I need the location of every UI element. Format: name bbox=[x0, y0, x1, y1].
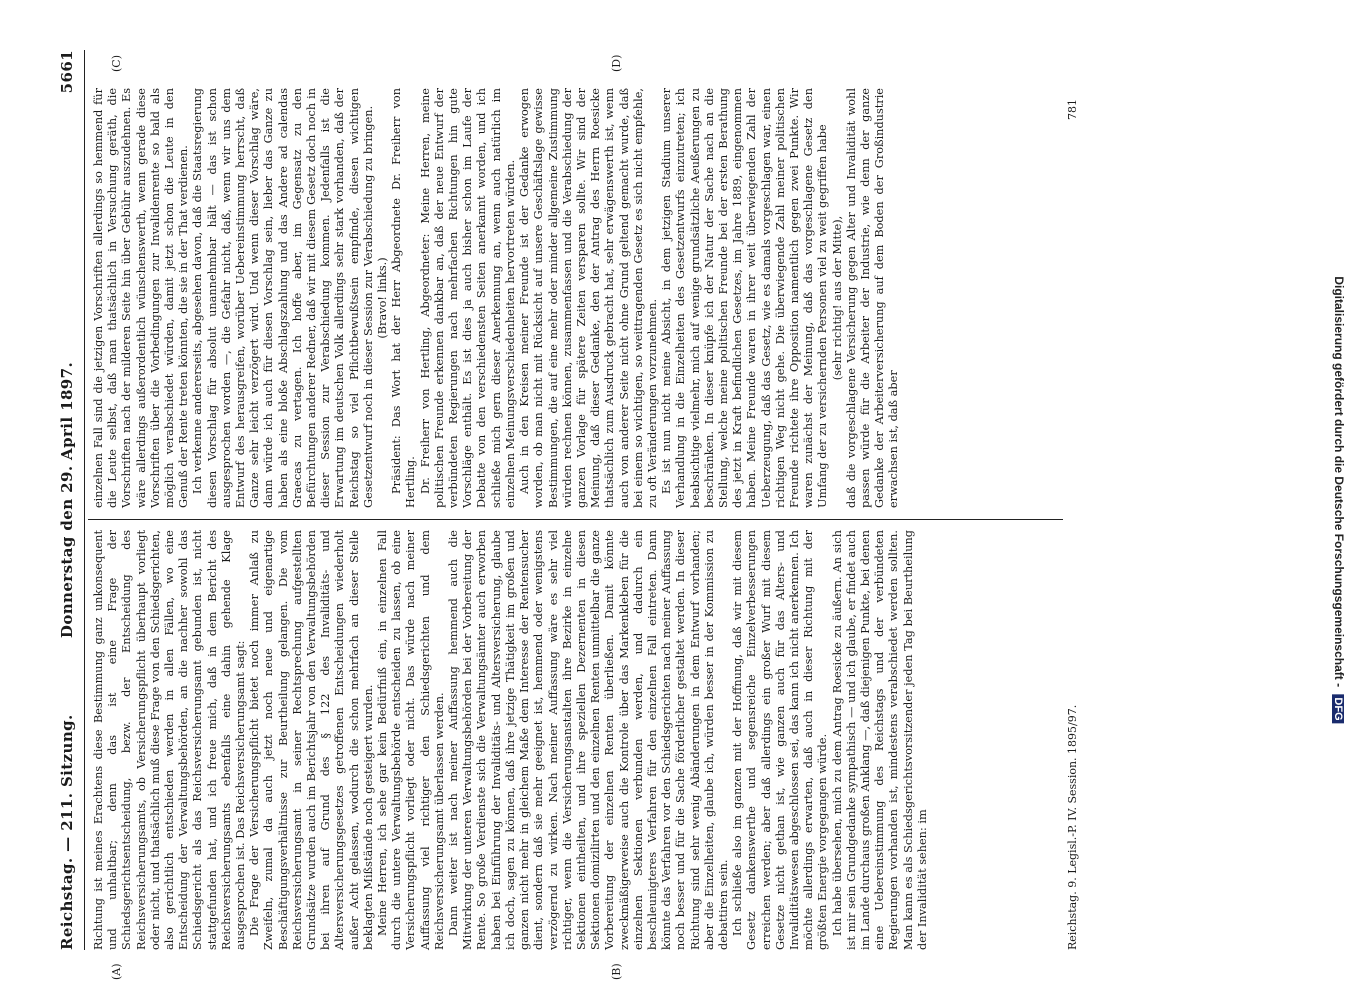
paragraph: einzelnen Fall sind die jetzigen Vorschriften allerdings so hemmend für die Leute selbst, daß man thatsächlich in Versuchung geräth, die Vorschriften nach der milderen Seite hin über Gebühr auszudehnen. Es wäre allerdings außerordentlich wünschenswerth, wenn gerade diese Vorschriften über die Vorbedingungen zur Invalidenrente so bald als möglich verabschiedet würden, damit jetzt schon die Leute in den Genuß der Rente treten könnten, die sie in der That verdienen. bbox=[92, 88, 191, 508]
digitization-credit bbox=[1332, 276, 1346, 723]
paragraph: Ich schließe also im ganzen mit der Hoffnung, daß wir mit diesem Gesetz dankenswerthe und segensreiche Einzelverbesserungen erreichen werden; aber daß allerdings ein großer Wurf mit diesem Gesetze nicht gethan ist, wie ganzen auch für das Alters- und Invaliditätswesen abgeschlossen sei, das kann ich nicht anerkennen. Ich möchte allerdings erwarten, daß auch in dieser Richtung mit der größten Energie vorgegangen würde. bbox=[731, 530, 830, 950]
president-statement: Präsident: Das Wort hat der Herr Abgeordnete Dr. Freiherr von Hertling. bbox=[390, 88, 418, 508]
interjection: (sehr richtig! aus der Mitte), bbox=[830, 215, 844, 381]
paragraph: Meine Herren, ich sehe gar kein Bedürfniß ein, in einzelnen Fall durch die untere Verwaltungsbehörde entscheiden zu lassen, ob eine Versicherungspflicht vorliegt oder nicht. Das würde nach meiner Auffassung viel richtiger den Schiedsgerichten und dem Reichsversicherungsamt überlassen werden. bbox=[376, 530, 446, 950]
paragraph: daß die vorgeschlagene Versicherung gegen Alter und Invalidität wohl passen würde für die Arbeiter der Industrie, wie denn der ganze Gedanke der Arbeiterversicherung auf dem Boden der Großindustrie erwachsen ist, daß aber bbox=[844, 88, 901, 508]
interjection: (Bravo! links.) bbox=[376, 257, 390, 339]
right-column bbox=[92, 88, 902, 508]
digitization-strip bbox=[1326, 0, 1353, 1000]
margin-mark-c: (C) bbox=[110, 55, 123, 72]
header-rule bbox=[84, 50, 85, 950]
paragraph: Auch in den Kreisen meiner Freunde ist der Gedanke erwogen worden, ob man nicht mit Rücksicht auf unsere Geschäftslage gewisse Bestimmungen, die auf eine mehr oder minder allgemeine Zustimmung würden rechnen können, zusammenfassen und die Verabschiedung der ganzen Vorlage für spätere Zeiten versparen sollte. Wir sind der Meinung, daß dieser Gedanke, den der Antrag des Herrn Roesicke thatsächlich zum Ausdruck gebracht hat, sehr erwägenswerth ist, wenn auch von anderer Seite nicht ohne Grund geltend gemacht wurde, daß bei einem so wichtigen, so weittragenden Gesetz es sich nicht empfehle, zu oft Veränderungen vorzunehmen. bbox=[518, 88, 659, 508]
running-header bbox=[58, 50, 82, 950]
digitization-note: Digitalisierung gefördert durch die Deutsche Forschungsgemeinschaft - bbox=[1332, 276, 1346, 688]
left-column bbox=[92, 530, 930, 950]
header-center: Donnerstag den 29. April 1897. bbox=[58, 361, 76, 639]
margin-mark-a: (A) bbox=[110, 963, 123, 980]
paragraph: Es ist nun nicht meine Absicht, in dem jetzigen Stadium unserer Verhandlung in die Einzelheiten des Gesetzentwurfs einzutreten; ich beabsichtige vielmehr, mich auf wenige grundsätzliche Aeußerungen zu beschränken. In dieser knüpfe ich der Natur der Sache nach an die Stellung, welche meine politischen Freunde bei der ersten Berathung des jetzt in Kraft befindlichen Gesetzes, im Jahre 1889, eingenommen haben. Meine Freunde waren in ihrer weit überwiegenden Zahl der Ueberzeugung, daß das Gesetz, wie es damals vorgeschlagen war, einen richtigen Weg nicht gehe. Die überwiegende Zahl meiner politischen Freunde richtete ihre Opposition namentlich gegen zwei Punkte. Wir waren zunächst der Meinung, daß das vorgeschlagene Gesetz den Umfang der zu versichernden Personen viel zu weit gegriffen habe bbox=[660, 88, 830, 508]
quote-paragraph: Die Frage der Versicherungspflicht bietet noch immer Anlaß zu Zweifeln, zumal da auch jetzt noch neue und eigenartige Beschäftigungsverhältnisse zur Beurtheilung gelangen. Die vom Reichsversicherungsamt in seiner Rechtsprechung aufgestellten Grundsätze wurden auch im Berichtsjahr von den Verwaltungsbehörden bei ihren auf Grund des § 122 des Invaliditäts- und Altersversicherungsgesetzes getroffenen Entscheidungen wiederholt außer Acht gelassen, wodurch die schon mehrfach an dieser Stelle beklagten Mißstände noch gesteigert wurden. bbox=[248, 530, 375, 950]
paragraph: Dann weiter ist nach meiner Auffassung hemmend auch die Mitwirkung der unteren Verwaltungsbehörden bei der Vorbereitung der Rente. So große Verdienste sich die Verwaltungsämter auch erworben haben bei Einführung der Invaliditäts- und Altersversicherung, glaube ich doch, sagen zu können, daß ihre jetzige Thätigkeit im großen und ganzen nicht mehr in gleichem Maße dem Interesse der Rentensucher dient, sondern daß sie mehr geeignet ist, hemmend oder wenigstens verzögernd zu wirken. Nach meiner Auffassung wäre es sehr viel richtiger, wenn die Versicherungsanstalten ihre Bezirke in einzelne Sektionen eintheilten, und ihre speziellen Dezernenten in diesen Sektionen domizilirten und den einzelnen Renten unmittelbar die ganze Vorbereitung der einzelnen Renten überließen. Damit könnte zweckmäßigerweise auch die Kontrole über das Markenkleben für die einzelnen Sektionen verbunden werden, und dadurch ein beschleunigteres Verfahren für den einzelnen Fall eintreten. Dann könnte das Verfahren vor den Schiedsgerichten nach meiner Auffassung noch besser und für die Sache förderlicher gestaltet werden. In dieser Richtung sind sehr wenig Abänderungen in dem Entwurf vorhanden; aber die Einzelheiten, glaube ich, würden besser in der Kommission zu debattiren sein. bbox=[447, 530, 730, 950]
footer-reference: Reichstag. 9. Legisl.-P. IV. Session. 1895/97. bbox=[1066, 704, 1079, 950]
paragraph: Ich habe übersehen, mich zu dem Antrag Roesicke zu äußern. An sich ist mir sein Grundgedanke sympathisch — und ich glaube, er findet auch im Lande durchaus großen Anklang —, daß diejenigen Punkte, bei denen eine Uebereinstimmung des Reichstags und der verbündeten Regierungen vorhanden ist, mindestens verabschiedet werden sollten. Man kann es als Schiedsgerichtsvorsitzender jeden Tag bei Beurtheilung der Invalidität sehen: im bbox=[830, 530, 929, 950]
header-page-number: 5661 bbox=[58, 50, 76, 94]
paragraph: Ich verkenne andererseits, abgesehen davon, daß die Staatsregierung diesen Vorschlag für absolut unannehmbar hält — das ist schon ausgesprochen worden —, die Gefahr nicht, daß, wenn wir uns dem Entwurf des herausgreifen, worüber Uebereinstimmung herrscht, daß Ganze sehr leicht verzögert wird. Und wenn dieser Vorschlag wäre, dann würde ich auch für diesen Vorschlag sein, lieber das Ganze zu haben als eine bloße Abschlagszahlung und das Andere ad calendas Graecas zu vertagen. Ich hoffe aber, im Gegensatz zu den Befürchtungen anderer Redner, daß wir mit diesem Gesetz doch noch in dieser Session zur Verabschiedung kommen. Jedenfalls ist die Erwartung im deutschen Volk allerdings sehr stark vorhanden, daß der Reichstag so viel Pflichtbewußtsein empfinde, diesen wichtigen Gesetzentwurf noch in dieser Session zur Verabschiedung zu bringen. bbox=[191, 88, 375, 508]
header-left: Reichstag. — 211. Sitzung. bbox=[58, 714, 76, 950]
margin-mark-d: (D) bbox=[610, 54, 623, 72]
sheet-number: 781 bbox=[1066, 99, 1079, 120]
speaker-paragraph: Dr. Freiherr von Hertling, Abgeordneter: Meine Herren, meine politischen Freunde erkennen dankbar an, daß der neue Entwurf der verbündeten Regierungen nach mehrfachen Richtungen hin gute Vorschläge enthält. Es ist dies ja auch bisher schon im Laufe der Debatte von den verschiedensten Seiten anerkannt worden, und ich schließe mich gern dieser Anerkennung an, wenn auch natürlich im einzelnen Meinungsverschiedenheiten hervortreten würden. bbox=[418, 88, 517, 508]
paragraph: Richtung ist meines Erachtens diese Bestimmung ganz unkonsequent und unhaltbar; denn das ist eine Frage der Schiedsgerichtsentscheidung, bezw. der Entscheidung des Reichsversicherungsamts, ob Versicherungspflicht überhaupt vorliegt oder nicht, und thatsächlich muß diese Frage von den Schiedsgerichten, also gerichtlich entschieden werden in allen Fällen, wo eine Entscheidung der Verwaltungsbehörden, an die nachher sowohl das Schiedsgericht als das Reichsversicherungsamt gebunden ist, nicht stattgefunden hat, und ich freue mich, daß in dem Bericht des Reichsversicherungsamts ebenfalls eine dahin gehende Klage ausgesprochen ist. Das Reichsversicherungsamt sagt: bbox=[92, 530, 248, 950]
margin-mark-b: (B) bbox=[610, 963, 623, 980]
column-divider bbox=[88, 519, 1063, 520]
dfg-logo: DFG bbox=[1332, 694, 1344, 723]
